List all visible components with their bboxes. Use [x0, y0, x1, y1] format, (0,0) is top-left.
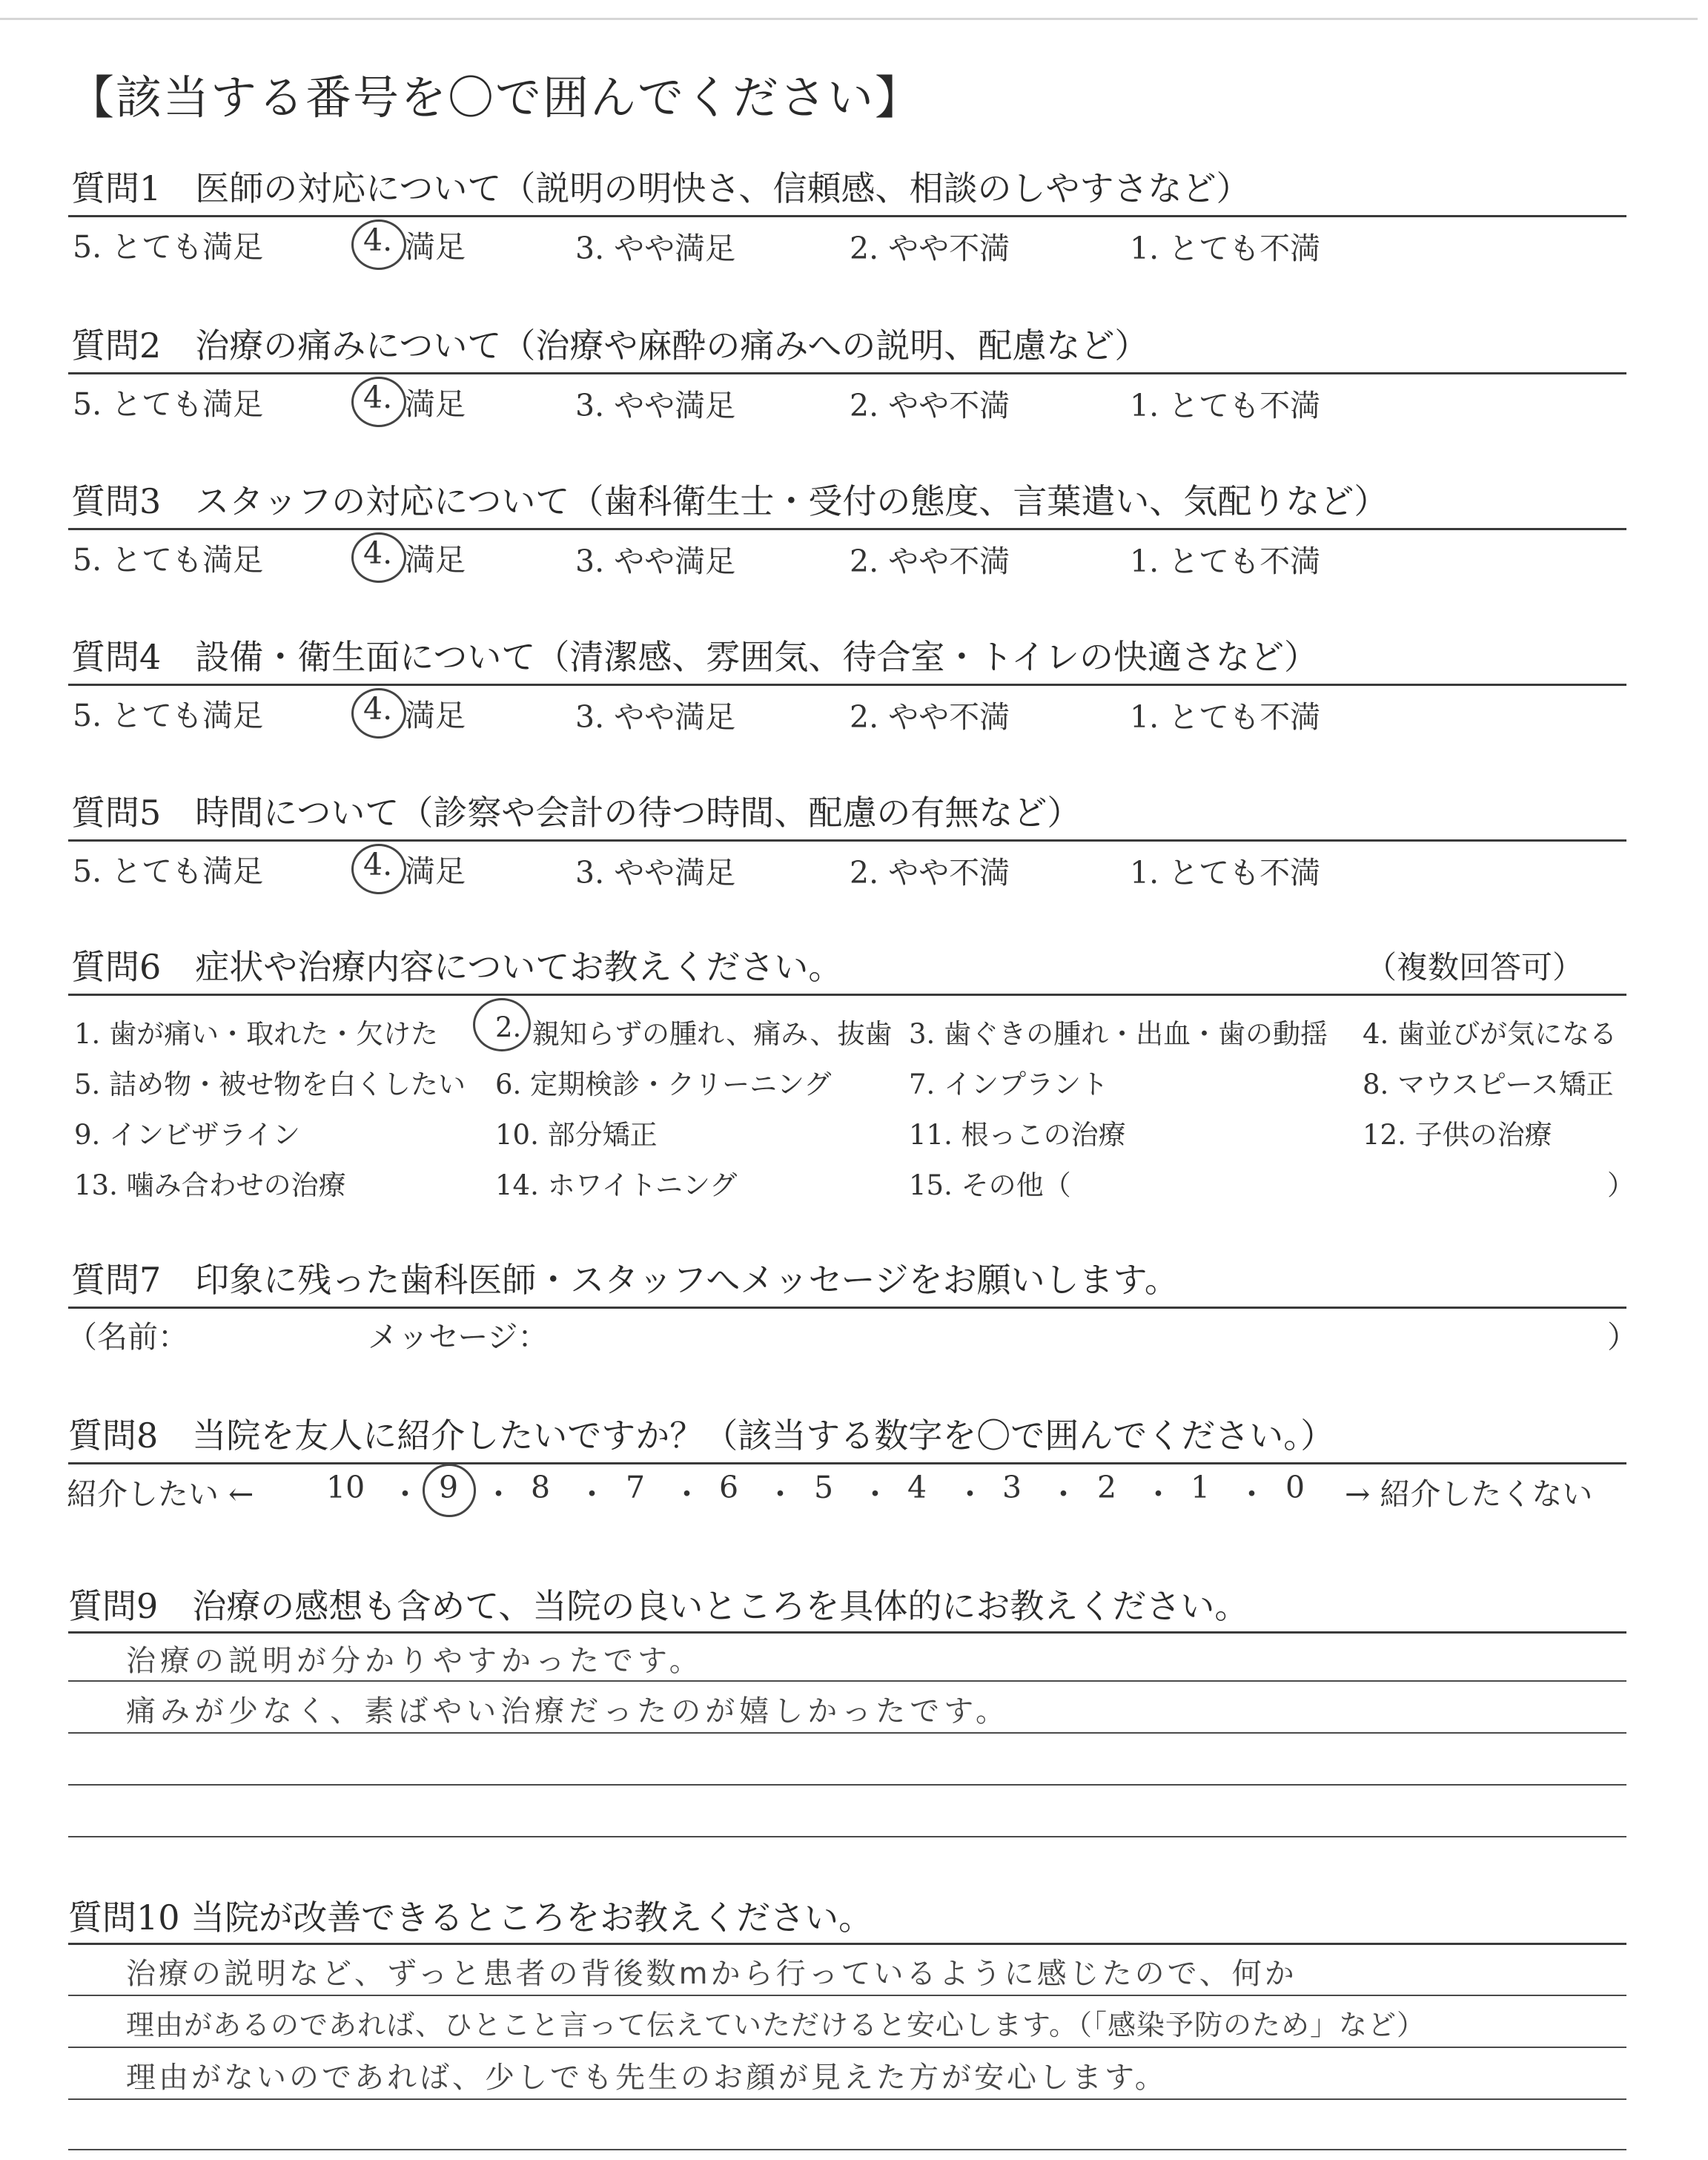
- score-separator: ・: [1048, 1476, 1079, 1512]
- q6-option-3[interactable]: 3. 歯ぐきの腫れ・出血・歯の動揺: [909, 1018, 1328, 1050]
- option-2-somewhat-dissatisfied[interactable]: 2. やや不満: [850, 699, 1010, 735]
- q6-option-4[interactable]: 4. 歯並びが気になる: [1363, 1018, 1618, 1050]
- answer-writing-line: [68, 2149, 1626, 2150]
- q6-option-14[interactable]: 14. ホワイトニング: [495, 1169, 738, 1201]
- option-2-somewhat-dissatisfied[interactable]: 2. やや不満: [850, 544, 1010, 579]
- q6-option-11[interactable]: 11. 根っこの治療: [909, 1119, 1126, 1151]
- answer-circle-mark: [423, 1464, 476, 1517]
- answer-writing-line: [68, 2098, 1626, 2100]
- q6-option-7[interactable]: 7. インプラント: [909, 1069, 1109, 1100]
- answer-writing-line: [68, 2047, 1626, 2048]
- question-3-title: 質問3 スタッフの対応について（歯科衛生士・受付の態度、言葉遣い、気配りなど）: [71, 481, 1388, 521]
- option-4-number[interactable]: 4.: [363, 847, 393, 882]
- question-2-title: 質問2 治療の痛みについて（治療や麻酔の痛みへの説明、配慮など）: [71, 326, 1149, 366]
- score-separator: ・: [483, 1476, 514, 1512]
- score-1[interactable]: 1: [1191, 1470, 1211, 1505]
- option-3-somewhat-satisfied[interactable]: 3. やや満足: [575, 388, 736, 423]
- option-2-somewhat-dissatisfied[interactable]: 2. やや不満: [850, 855, 1010, 891]
- question-9-title: 質問9 治療の感想も含めて、当院の良いところを具体的にお教えください。: [68, 1586, 1249, 1626]
- option-1-very-dissatisfied[interactable]: 1. とても不満: [1130, 699, 1321, 735]
- score-9[interactable]: 9: [439, 1470, 459, 1505]
- option-4-number[interactable]: 4.: [363, 535, 393, 571]
- option-4-satisfied[interactable]: 満足: [405, 542, 466, 578]
- score-separator: ・: [955, 1476, 985, 1512]
- question-6-title: 質問6 症状や治療内容についてお教えください。: [71, 947, 843, 987]
- handwritten-answer-line: 治療の説明が分かりやすかったです。: [126, 1644, 704, 1678]
- option-4-satisfied[interactable]: 満足: [405, 386, 466, 422]
- answer-writing-line: [68, 1836, 1626, 1837]
- option-1-very-dissatisfied[interactable]: 1. とても不満: [1130, 231, 1321, 266]
- option-2-somewhat-dissatisfied[interactable]: 2. やや不満: [850, 231, 1010, 266]
- score-3[interactable]: 3: [1002, 1470, 1022, 1505]
- q6-option-5[interactable]: 5. 詰め物・被せ物を白くしたい: [74, 1069, 466, 1100]
- question-10-rule: [68, 1943, 1626, 1945]
- q6-option-8[interactable]: 8. マウスピース矯正: [1363, 1069, 1614, 1100]
- answer-writing-line: [68, 1680, 1626, 1682]
- score-2[interactable]: 2: [1097, 1470, 1117, 1505]
- score-0[interactable]: 0: [1285, 1470, 1305, 1505]
- answer-circle-mark: [351, 219, 406, 270]
- score-separator: ・: [860, 1476, 890, 1512]
- option-4-number[interactable]: 4.: [363, 691, 393, 727]
- question-1-rule: [68, 215, 1626, 217]
- answer-circle-mark: [351, 844, 406, 894]
- question-3-rule: [68, 528, 1626, 530]
- message-label: メッセージ：: [368, 1319, 549, 1355]
- answer-circle-mark: [473, 998, 531, 1051]
- score-separator: ・: [390, 1476, 420, 1512]
- answer-circle-mark: [351, 532, 406, 583]
- score-separator: ・: [1237, 1476, 1267, 1512]
- answer-circle-mark: [351, 688, 406, 739]
- score-5[interactable]: 5: [814, 1470, 834, 1505]
- option-1-very-dissatisfied[interactable]: 1. とても不満: [1130, 388, 1321, 423]
- question-1-title: 質問1 医師の対応について（説明の明快さ、信頼感、相談のしやすさなど）: [71, 168, 1251, 208]
- score-10[interactable]: 10: [326, 1470, 365, 1505]
- score-separator: ・: [577, 1476, 607, 1512]
- option-5-very-satisfied[interactable]: 5. とても満足: [73, 698, 264, 733]
- option-1-very-dissatisfied[interactable]: 1. とても不満: [1130, 855, 1321, 891]
- question-5-title: 質問5 時間について（診察や会計の待つ時間、配慮の有無など）: [71, 793, 1082, 833]
- answer-circle-mark: [351, 377, 406, 427]
- recommend-left-label: 紹介したい ←: [67, 1476, 254, 1512]
- question-8-rule: [68, 1462, 1626, 1464]
- q6-option-12[interactable]: 12. 子供の治療: [1363, 1119, 1552, 1151]
- q6-option-13[interactable]: 13. 噛み合わせの治療: [74, 1169, 346, 1201]
- q6-option-10[interactable]: 10. 部分矯正: [495, 1119, 658, 1151]
- option-3-somewhat-satisfied[interactable]: 3. やや満足: [575, 855, 736, 891]
- option-4-satisfied[interactable]: 満足: [405, 853, 466, 889]
- recommend-right-label: → 紹介したくない: [1345, 1476, 1593, 1512]
- question-6-multiple-answers-note: （複数回答可）: [1366, 949, 1584, 985]
- score-separator: ・: [765, 1476, 795, 1512]
- question-9-rule: [68, 1631, 1626, 1634]
- scan-top-edge: [0, 18, 1698, 20]
- option-4-satisfied[interactable]: 満足: [405, 698, 466, 733]
- option-3-somewhat-satisfied[interactable]: 3. やや満足: [575, 699, 736, 735]
- name-label: （名前：: [67, 1319, 188, 1355]
- score-8[interactable]: 8: [531, 1470, 551, 1505]
- q6-option-15-close-paren: ）: [1607, 1169, 1635, 1201]
- answer-writing-line: [68, 1732, 1626, 1734]
- option-4-number[interactable]: 4.: [363, 222, 393, 258]
- question-4-title: 質問4 設備・衛生面について（清潔感、雰囲気、待合室・トイレの快適さなど）: [71, 637, 1319, 677]
- answer-writing-line: [68, 1995, 1626, 1996]
- question-4-rule: [68, 684, 1626, 686]
- q6-option-6[interactable]: 6. 定期検診・クリーニング: [495, 1069, 832, 1100]
- q6-option-15[interactable]: 15. その他（: [909, 1169, 1071, 1201]
- score-separator: ・: [672, 1476, 702, 1512]
- question-10-title: 質問10 当院が改善できるところをお教えください。: [68, 1898, 873, 1938]
- option-5-very-satisfied[interactable]: 5. とても満足: [73, 229, 264, 265]
- question-7-title: 質問7 印象に残った歯科医師・スタッフへメッセージをお願いします。: [71, 1260, 1179, 1300]
- form-title: 【該当する番号を〇で囲んでください】: [68, 70, 923, 125]
- option-1-very-dissatisfied[interactable]: 1. とても不満: [1130, 544, 1321, 579]
- q6-option-1[interactable]: 1. 歯が痛い・取れた・欠けた: [74, 1018, 439, 1050]
- question-6-rule: [68, 994, 1626, 996]
- score-7[interactable]: 7: [626, 1470, 646, 1505]
- q6-option-2-number[interactable]: 2.: [495, 1011, 522, 1043]
- answer-writing-line: [68, 1784, 1626, 1786]
- handwritten-answer-line: 痛みが少なく、素ばやい治療だったのが嬉しかったです。: [126, 1694, 1010, 1728]
- handwritten-answer-line: 理由がないのであれば、少しでも先生のお顔が見えた方が安心します。: [126, 2061, 1168, 2095]
- option-2-somewhat-dissatisfied[interactable]: 2. やや不満: [850, 388, 1010, 423]
- option-5-very-satisfied[interactable]: 5. とても満足: [73, 386, 264, 422]
- handwritten-answer-line: 治療の説明など、ずっと患者の背後数mから行っているように感じたので、何か: [126, 1957, 1297, 1991]
- option-3-somewhat-satisfied[interactable]: 3. やや満足: [575, 231, 736, 266]
- question-8-title: 質問8 当院を友人に紹介したいですか？（該当する数字を〇で囲んでください。）: [68, 1416, 1335, 1456]
- option-5-very-satisfied[interactable]: 5. とても満足: [73, 542, 264, 578]
- question-5-rule: [68, 839, 1626, 842]
- message-close-paren: ）: [1607, 1319, 1638, 1355]
- score-separator: ・: [1143, 1476, 1174, 1512]
- option-5-very-satisfied[interactable]: 5. とても満足: [73, 853, 264, 889]
- question-7-rule: [68, 1307, 1626, 1309]
- option-3-somewhat-satisfied[interactable]: 3. やや満足: [575, 544, 736, 579]
- score-6[interactable]: 6: [719, 1470, 739, 1505]
- q6-option-2[interactable]: 親知らずの腫れ、痛み、抜歯: [532, 1018, 893, 1050]
- score-4[interactable]: 4: [907, 1470, 927, 1505]
- handwritten-answer-line: 理由があるのであれば、ひとこと言って伝えていただけると安心します。（「感染予防のため」など）: [126, 2009, 1426, 2041]
- question-2-rule: [68, 372, 1626, 374]
- q6-option-9[interactable]: 9. インビザライン: [74, 1119, 300, 1151]
- option-4-satisfied[interactable]: 満足: [405, 229, 466, 265]
- option-4-number[interactable]: 4.: [363, 380, 393, 415]
